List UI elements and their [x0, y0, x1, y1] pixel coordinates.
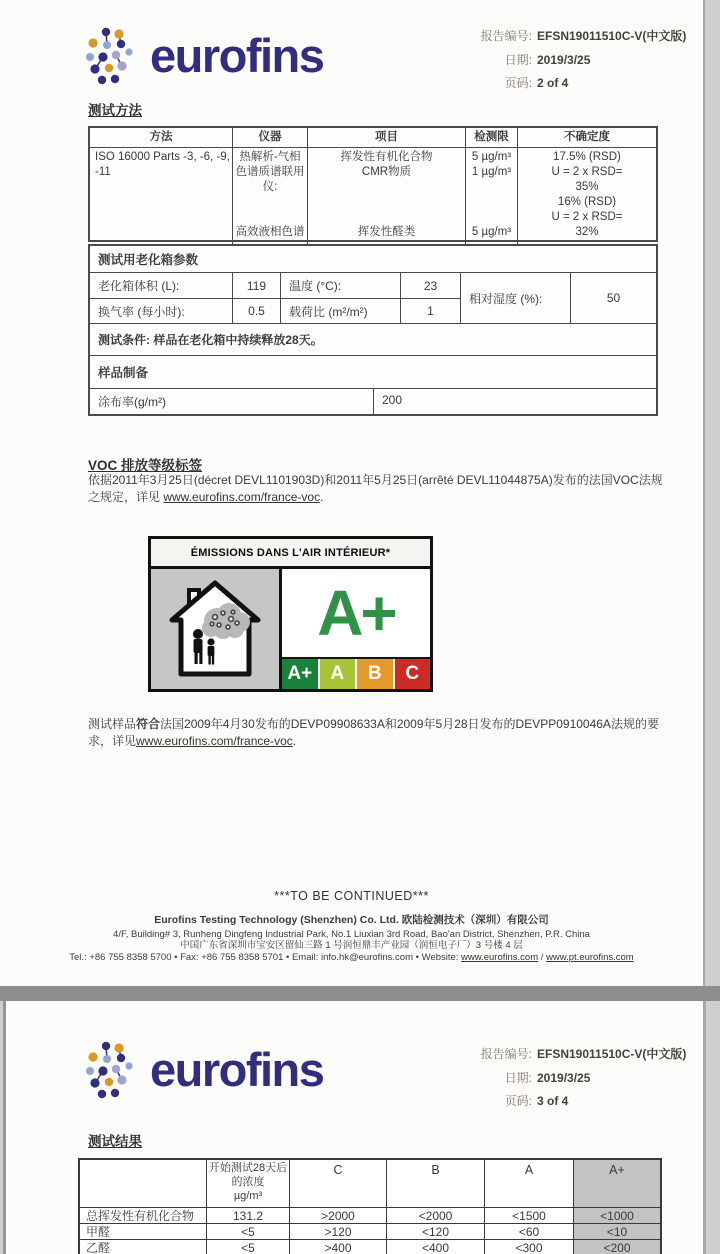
item-cmr: CMR物质: [361, 165, 412, 178]
eurofins-logo-page3: [84, 1038, 323, 1100]
item-top: [310, 150, 463, 180]
grade-b-label: B: [431, 1163, 440, 1177]
limit-b: <120: [386, 1223, 484, 1239]
voc-label-body: [151, 569, 430, 689]
cell-detection-limit: [465, 148, 517, 246]
compliance-period: .: [292, 734, 297, 749]
methods-table-header-row: [90, 128, 656, 148]
report-date-label: 日期:: [504, 53, 532, 67]
volume-value: 119: [232, 273, 280, 298]
conc-header-unit: µg/m³: [233, 1189, 263, 1202]
item-voc: 挥发性有机化合物: [340, 150, 433, 163]
limit-a: <60: [484, 1223, 573, 1239]
house-emissions-icon: [161, 577, 269, 681]
humidity-value: 50: [570, 273, 656, 323]
report-number-row-p3: [400, 1047, 700, 1061]
footer-website-2[interactable]: www.pt.eurofins.com: [546, 951, 634, 963]
item-bottom: 挥发性醛类: [357, 225, 416, 238]
chamber-params-title: 测试用老化箱参数: [98, 253, 199, 267]
scale-c: C: [395, 659, 431, 689]
report-pageno-value: 3 of 4: [537, 1094, 569, 1108]
uncert-top-formula: U = 2 x RSD=: [551, 165, 623, 178]
col-header-method: 方法: [149, 131, 173, 143]
limit-a-plus: <200: [573, 1239, 660, 1254]
air-exchange-label: 换气率 (每小时):: [90, 298, 232, 323]
measured-value: 131.2: [206, 1207, 289, 1223]
grade-a-label: A: [524, 1163, 534, 1177]
test-condition-label: 测试条件:: [98, 333, 150, 347]
cell-method: [90, 148, 232, 246]
coating-rate-row: [90, 388, 656, 414]
col-header-item: 项目: [307, 128, 465, 147]
coating-rate-value: 200: [373, 389, 656, 414]
col-header-detection-limit: 检测限: [465, 128, 517, 147]
limit-cmr: 1 µg/m³: [471, 165, 512, 178]
results-header-grade-a-plus: [573, 1160, 660, 1207]
chamber-params-grid: [90, 272, 656, 323]
report-number-value: EFSN19011510C-V(中文版): [537, 29, 687, 43]
sample-prep-title: 样品制备: [90, 355, 656, 388]
instrument-bottom: 高效液相色谱: [235, 225, 305, 238]
compliance-paragraph: [88, 716, 680, 751]
temp-value: 23: [400, 273, 460, 298]
compliance-bold: 符合: [136, 717, 161, 731]
loading-ratio-label: 载荷比 (m²/m²): [280, 298, 400, 323]
voc-regulation-paragraph: [88, 472, 668, 507]
report-date-row: [400, 53, 700, 67]
report-number-label: 报告编号:: [480, 29, 532, 43]
section-title-test-results: 测试结果: [88, 1134, 142, 1149]
aging-chamber-table: [88, 244, 658, 416]
uncert-bottom-formula: U = 2 x RSD=: [551, 210, 623, 223]
limit-bottom: 5 µg/m³: [471, 225, 512, 238]
footer-contact-text: Tel.: +86 755 8358 5700 • Fax: +86 755 8358 5701 • Email: info.hk@eurofins.com • Website:: [69, 951, 462, 963]
voc-paragraph-period: .: [320, 490, 324, 505]
volume-label: 老化箱体积 (L):: [98, 279, 180, 293]
limit-b: <400: [386, 1239, 484, 1254]
cell-instrument: [232, 148, 307, 246]
limit-c: >400: [289, 1239, 386, 1254]
limit-a: <300: [484, 1239, 573, 1254]
voc-big-grade: A+: [317, 577, 395, 649]
instrument-top: 热解析-气相色谱质谱联用仪:: [235, 150, 305, 193]
scale-a: A: [320, 659, 356, 689]
substance-name: 甲醛: [80, 1223, 206, 1239]
footer-contact-sep: /: [538, 951, 547, 963]
results-row-acetaldehyde: [80, 1239, 660, 1254]
footer-website-1[interactable]: www.eurofins.com: [461, 951, 539, 963]
cell-item: [307, 148, 465, 246]
measured-value: <5: [206, 1223, 289, 1239]
france-voc-link-2[interactable]: www.eurofins.com/france-voc: [136, 734, 293, 749]
compliance-pre: 测试样品: [88, 717, 137, 731]
voc-grade-scale: [282, 657, 430, 689]
uncert-bottom: [520, 195, 654, 240]
section-title-test-method: 测试方法: [88, 103, 142, 118]
cell-uncertainty: [517, 148, 656, 246]
col-header-instrument: 仪器: [232, 128, 307, 147]
report-date-value: 2019/3/25: [537, 53, 591, 67]
substance-name: 总挥发性有机化合物: [80, 1207, 206, 1223]
report-pageno-row: [400, 76, 700, 90]
report-pageno-label: 页码:: [504, 76, 532, 90]
conc-header-text: 开始测试28天后的浓度: [208, 1162, 288, 1188]
limit-voc: 5 µg/m³: [471, 150, 512, 163]
footer-company: Eurofins Testing Technology (Shenzhen) Co. Ltd. 欧陆检测技术（深圳）有限公司: [154, 914, 549, 926]
col-header-uncertainty: 不确定度: [517, 128, 656, 147]
coating-rate-label: 涂布率(g/m²): [98, 395, 166, 409]
temp-label: 温度 (°C):: [280, 273, 400, 298]
limit-c: >120: [289, 1223, 386, 1239]
voc-grade-panel: [282, 569, 430, 689]
loading-ratio-value: 1: [400, 298, 460, 323]
voc-emissions-label: [148, 536, 433, 692]
footer-address-en: 4/F, Building# 3, Runheng Dingfeng Industrial Park, No.1 Liuxian 3rd Road, Bao'an District, Shenzhen, P.R. China: [113, 929, 590, 940]
results-header-grade-c: [289, 1160, 386, 1207]
report-number-value: EFSN19011510C-V(中文版): [537, 1047, 687, 1061]
voc-paragraph-text: 依据2011年3月25日(décret DEVL1101903D)和2011年5月25日(arrêté DEVL11044875A)发布的法国VOC法规之规定，详见: [88, 473, 663, 505]
air-exchange-value: 0.5: [232, 298, 280, 323]
results-header-concentration: [206, 1160, 289, 1207]
methods-table-body-row: [90, 148, 656, 240]
substance-name: 乙醛: [80, 1239, 206, 1254]
scale-b: B: [357, 659, 393, 689]
sheet-divider: [0, 986, 720, 1001]
uncert-top-rsd: 17.5% (RSD): [553, 150, 621, 163]
results-row-tvoc: [80, 1207, 660, 1223]
voc-house-panel: [151, 569, 282, 689]
results-header-empty: [80, 1160, 206, 1207]
compliance-post: 法国2009年4月30发布的DEVP09908633A和2009年5月28日发布的DEVPP0910046A法规的要求，详见: [88, 717, 659, 749]
report-date-label: 日期:: [504, 1071, 532, 1085]
voc-label-header: ÉMISSIONS DANS L'AIR INTÉRIEUR*: [151, 539, 430, 569]
results-header-grade-b: [386, 1160, 484, 1207]
test-condition-text: 样品在老化箱中持续释放28天。: [153, 333, 323, 347]
france-voc-link-1[interactable]: www.eurofins.com/france-voc: [163, 490, 321, 505]
measured-value: <5: [206, 1239, 289, 1254]
eurofins-logo-dots-icon: [84, 24, 142, 86]
limit-a: <1500: [484, 1207, 573, 1223]
results-header-grade-a: [484, 1160, 573, 1207]
logo-wordmark: eurofins: [150, 28, 324, 82]
section-title-voc-label: VOC 排放等级标签: [88, 458, 203, 473]
method-value: ISO 16000 Parts -3, -6, -9, -11: [95, 150, 230, 178]
grade-c-label: C: [333, 1163, 343, 1177]
limit-c: >2000: [289, 1207, 386, 1223]
logo-wordmark: eurofins: [150, 1042, 324, 1096]
test-results-table: [78, 1158, 662, 1254]
results-header-row: [80, 1160, 660, 1207]
scale-a-plus: A+: [282, 659, 318, 689]
report-number-row: [400, 29, 700, 43]
report-pageno-row-p3: [400, 1094, 700, 1108]
limit-a-plus: <1000: [573, 1207, 660, 1223]
footer-address-cn: 中国广东省深圳市宝安区留仙三路 1 号润恒鼎丰产业园（润恒电子厂）3 号楼 4 层: [180, 940, 523, 952]
report-date-row-p3: [400, 1071, 700, 1085]
eurofins-logo-dots-icon: [84, 1038, 142, 1100]
footer-contact: [0, 952, 703, 963]
report-date-value: 2019/3/25: [537, 1071, 591, 1085]
uncert-bottom-rsd: 16% (RSD): [557, 195, 617, 208]
limit-top: [468, 150, 515, 180]
limit-a-plus: <10: [573, 1223, 660, 1239]
results-row-formaldehyde: [80, 1223, 660, 1239]
uncert-top: [520, 150, 654, 195]
report-pageno-label: 页码:: [504, 1094, 532, 1108]
uncert-bottom-pct: 32%: [575, 225, 599, 238]
test-methods-table: [88, 126, 658, 242]
test-condition-row: [90, 323, 656, 355]
grade-a-plus-label: A+: [609, 1163, 625, 1177]
report-pageno-value: 2 of 4: [537, 76, 569, 90]
uncert-top-pct: 35%: [575, 180, 599, 193]
to-be-continued: ***TO BE CONTINUED***: [274, 889, 429, 903]
page-footer: [0, 912, 703, 963]
limit-b: <2000: [386, 1207, 484, 1223]
report-number-label: 报告编号:: [480, 1047, 532, 1061]
humidity-label: 相对湿度 (%):: [460, 273, 570, 323]
eurofins-logo: [84, 24, 323, 86]
